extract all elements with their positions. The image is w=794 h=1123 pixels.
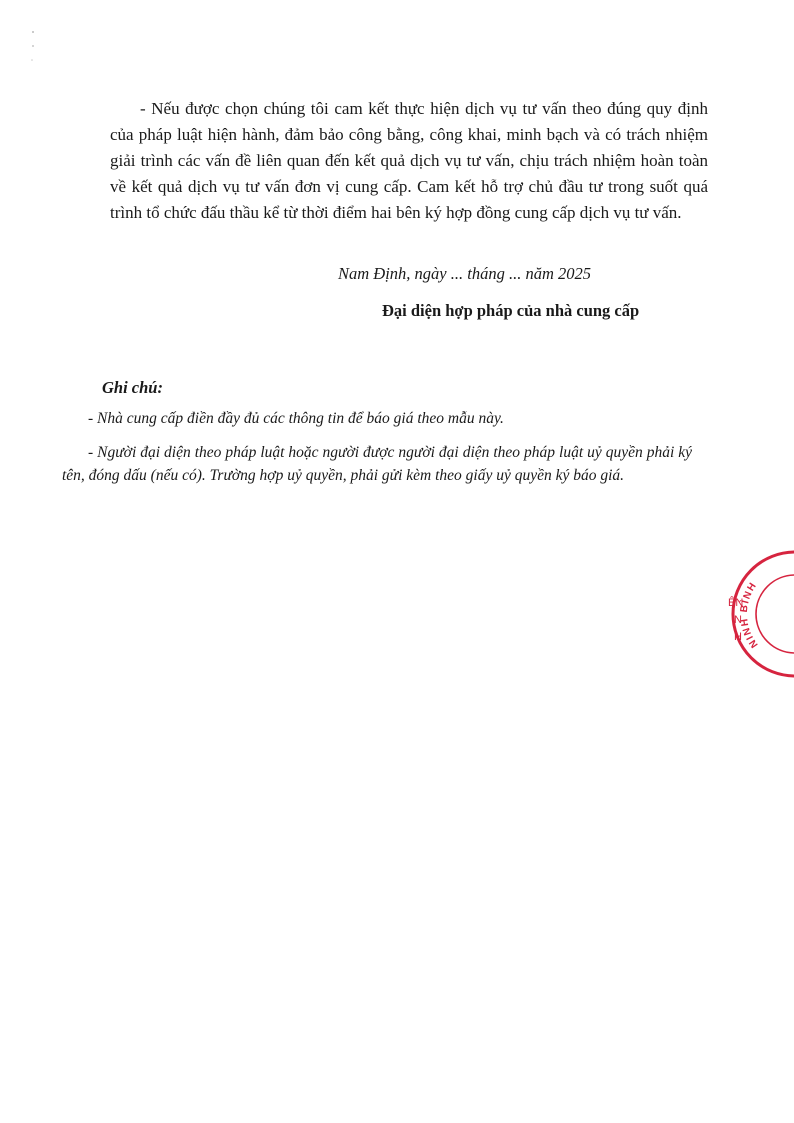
seal-inner-ring bbox=[756, 575, 794, 653]
seal-inner-line-1: ÊN bbox=[728, 597, 744, 609]
seal-inner-line-3: H bbox=[734, 631, 742, 643]
signer-title: Đại diện hợp pháp của nhà cung cấp bbox=[382, 301, 640, 320]
company-seal bbox=[720, 550, 794, 678]
commitment-paragraph: - Nếu được chọn chúng tôi cam kết thực hiện dịch vụ tư vấn theo đúng quy định của pháp luật hiện hành, đảm bảo công bằng, công khai, minh bạch và có trách nhiệm giải trình các vấn đề liên quan đến kết quả dịch vụ tư vấn, chịu trách nhiệm hoàn toàn về kết quả dịch vụ tư vấn đơn vị cung cấp. Cam kết hỗ trợ chủ đầu tư trong suốt quá trình tổ chức đấu thầu kể từ thời điểm hai bên ký hợp đồng cung cấp dịch vụ tư vấn. bbox=[110, 99, 708, 222]
seal-ring-text: NINH BÌNH bbox=[738, 579, 761, 650]
scan-artifact bbox=[30, 28, 36, 68]
note-item-1: - Nhà cung cấp điền đầy đủ các thông tin để báo giá theo mẫu này. bbox=[88, 410, 504, 427]
date-line: Nam Định, ngày ... tháng ... năm 2025 bbox=[338, 264, 591, 283]
seal-graphic bbox=[720, 550, 794, 678]
seal-inner-line-2: N bbox=[734, 614, 742, 626]
note-item-2: - Người đại diện theo pháp luật hoặc người được người đại diện theo pháp luật uỷ quyền phải ký tên, đóng dấu (nếu có). Trường hợp uỷ quyền, phải gửi kèm theo giấy uỷ quyền ký báo giá. bbox=[62, 444, 692, 484]
notes-title: Ghi chú: bbox=[102, 378, 163, 397]
